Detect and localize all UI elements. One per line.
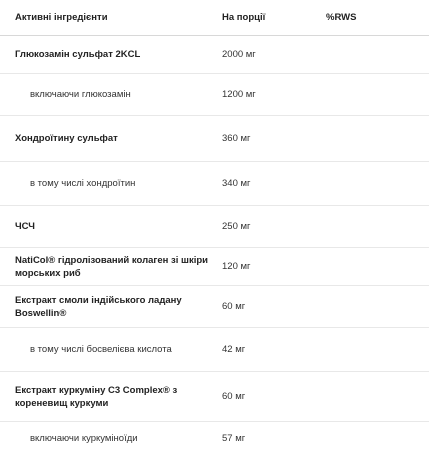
- ingredient-amount: 340 мг: [222, 178, 251, 189]
- ingredient-name: Хондроїтину сульфат: [15, 133, 118, 144]
- table-row: [0, 206, 429, 248]
- ingredient-name: включаючи глюкозамін: [30, 89, 131, 100]
- table-row: [0, 36, 429, 74]
- ingredient-amount: 250 мг: [222, 221, 251, 232]
- ingredient-amount: 60 мг: [222, 301, 246, 312]
- ingredient-name: в тому числі босвелієва кислота: [30, 344, 172, 355]
- ingredient-name: ЧСЧ: [15, 221, 35, 232]
- ingredient-name: Екстракт куркуміну C3 Complex® з кореневищ куркуми: [15, 384, 178, 409]
- table-row: [0, 422, 429, 454]
- header-per-serving: На порції: [222, 12, 266, 23]
- table-row: [0, 74, 429, 116]
- table-row: [0, 286, 429, 328]
- ingredient-amount: 120 мг: [222, 261, 251, 272]
- table-header: [0, 0, 429, 36]
- ingredient-amount: 57 мг: [222, 432, 246, 444]
- ingredient-amount: 42 мг: [222, 344, 246, 355]
- table-row: [0, 116, 429, 162]
- ingredient-amount: 1200 мг: [222, 89, 256, 100]
- header-ingredients: Активні інгредієнти: [15, 12, 108, 23]
- table-row: [0, 248, 429, 286]
- ingredient-amount: 2000 мг: [222, 49, 256, 60]
- ingredient-name: Глюкозамін сульфат 2KCL: [15, 49, 141, 60]
- ingredient-name: NatiCol® гідролізований колаген зі шкіри морських риб: [15, 254, 208, 279]
- table-row: [0, 328, 429, 372]
- ingredient-name: Екстракт смоли індійського ладану Boswellin®: [15, 294, 182, 319]
- ingredient-name: включаючи куркуміноїди: [30, 432, 138, 444]
- ingredient-amount: 60 мг: [222, 391, 246, 402]
- table-row: [0, 372, 429, 422]
- table-row: [0, 162, 429, 206]
- ingredient-name: в тому числі хондроїтин: [30, 178, 136, 189]
- header-rws: %RWS: [326, 12, 357, 23]
- ingredient-amount: 360 мг: [222, 133, 251, 144]
